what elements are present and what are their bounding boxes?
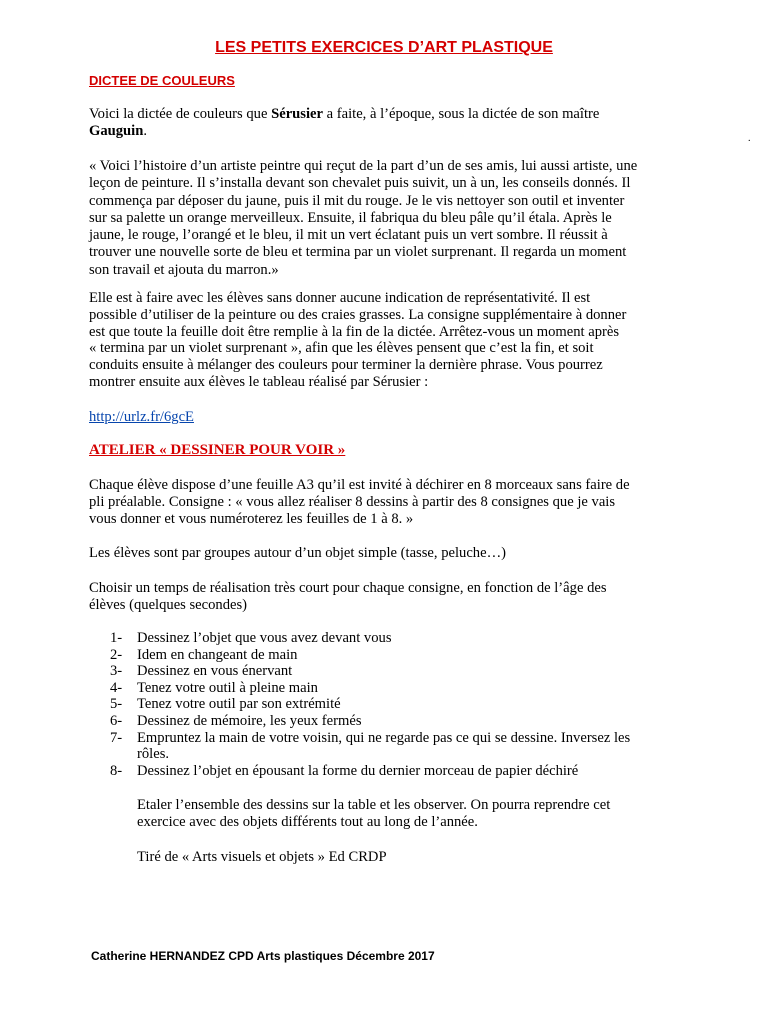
quote-line: jaune, le rouge, l’orangé et le bleu, il mit un vert éclatant puis un vert sombre. Il réussit à [89,227,608,244]
margin-mark: . [748,133,751,144]
list-item [110,696,670,713]
step-number: 7- [110,729,123,746]
intro-text: a faite, à l’époque, sous la dictée de son maître [322,106,600,122]
step-text: Empruntez la main de votre voisin, qui ne regarde pas ce qui se dessine. Inversez les [137,729,631,746]
instructions-line: conduits ensuite à mélanger des couleurs pour terminer la dernière phrase. Vous pourrez [89,357,603,374]
instructions-paragraph [89,290,665,391]
quote-line: sur sa palette un orange merveilleux. Ensuite, il fabriqua du bleu pâle qu’il étala. Après le [89,209,612,226]
atelier-line: pli préalable. Consigne : « vous allez réaliser 8 dessins à partir des 8 consignes que je vais [89,494,616,510]
document-title: LES PETITS EXERCICES D’ART PLASTIQUE [215,39,553,56]
page-footer: Catherine HERNANDEZ CPD Arts plastiques Décembre 2017 [91,949,435,963]
atelier-line: Chaque élève dispose d’une feuille A3 qu’il est invité à déchirer en 8 morceaux sans faire de [89,477,630,493]
step-number: 6- [110,712,123,729]
step-text: Dessinez en vous énervant [137,663,293,680]
source-citation: Tiré de « Arts visuels et objets » Ed CRDP [137,849,387,865]
list-item [110,730,670,763]
closing-paragraph [137,797,713,831]
step-text: rôles. [137,746,170,763]
timing-paragraph [89,580,665,614]
step-number: 2- [110,646,123,663]
step-text: Tenez votre outil à pleine main [137,679,318,696]
intro-line [89,106,665,123]
step-number: 1- [110,630,123,646]
groups-paragraph: Les élèves sont par groupes autour d’un objet simple (tasse, peluche…) [89,545,507,561]
painting-link[interactable]: http://urlz.fr/6gcE [89,409,194,425]
step-number: 8- [110,762,123,779]
quote-paragraph [89,158,665,279]
instructions-line: « termina par un violet surprenant », afin que les élèves pensent que c’est la fin, et soit [89,340,594,357]
list-item [110,713,670,730]
timing-line: Choisir un temps de réalisation très court pour chaque consigne, en fonction de l’âge des [89,580,607,596]
list-item [110,680,670,697]
drawing-steps-list [110,630,670,779]
step-number: 4- [110,679,123,696]
atelier-paragraph [89,477,665,528]
list-item [110,630,670,647]
instructions-line: montrer ensuite aux élèves le tableau réalisé par Sérusier : [89,373,429,390]
atelier-line: vous donner et vous numéroterez les feuilles de 1 à 8. » [89,511,414,527]
step-text: Dessinez l’objet en épousant la forme du dernier morceau de papier déchiré [137,762,579,779]
step-text: Dessinez l’objet que vous avez devant vous [137,630,392,646]
artist-name-serusier: Sérusier [271,106,323,122]
instructions-line: possible d’utiliser de la peinture ou des craies grasses. La consigne supplémentaire à donner [89,306,627,323]
list-item [110,763,670,780]
closing-line: Etaler l’ensemble des dessins sur la table et les observer. On pourra reprendre cet [137,797,611,813]
instructions-line: est que toute la feuille doit être remplie à la fin de la dictée. Arrêtez-vous un moment après [89,323,620,340]
intro-paragraph [89,106,665,140]
quote-line: trouver une nouvelle sorte de bleu et termina par un violet surprenant. Il regarda un moment [89,244,627,261]
instructions-line: Elle est à faire avec les élèves sans donner aucune indication de représentativité. Il est [89,290,591,306]
section-heading-dictee: DICTEE DE COULEURS [89,73,235,88]
step-text: Dessinez de mémoire, les yeux fermés [137,712,362,729]
step-text: Idem en changeant de main [137,646,298,663]
section-heading-atelier: ATELIER « DESSINER POUR VOIR » [89,442,346,458]
quote-line: son travail et ajouta du marron.» [89,261,279,278]
intro-text: Voici la dictée de couleurs que [89,106,272,122]
list-item [110,647,670,664]
quote-line: leçon de peinture. Il s’installa devant son chevalet puis suivit, un à un, les conseils donnés. Il [89,175,631,192]
step-number: 3- [110,663,123,680]
artist-name-gauguin: Gauguin [89,123,144,140]
timing-line: élèves (quelques secondes) [89,597,248,613]
list-item [110,663,670,680]
intro-text: . [143,123,148,140]
intro-line [89,123,665,140]
closing-line: exercice avec des objets différents tout au long de l’année. [137,814,478,830]
step-text: Tenez votre outil par son extrémité [137,696,341,713]
step-number: 5- [110,696,123,713]
quote-line: commença par déposer du jaune, puis il mit du rouge. Je le vis nettoyer son outil et inventer [89,192,625,209]
quote-line: « Voici l’histoire d’un artiste peintre qui reçut de la part d’un de ses amis, lui aussi artiste, une [89,158,638,174]
